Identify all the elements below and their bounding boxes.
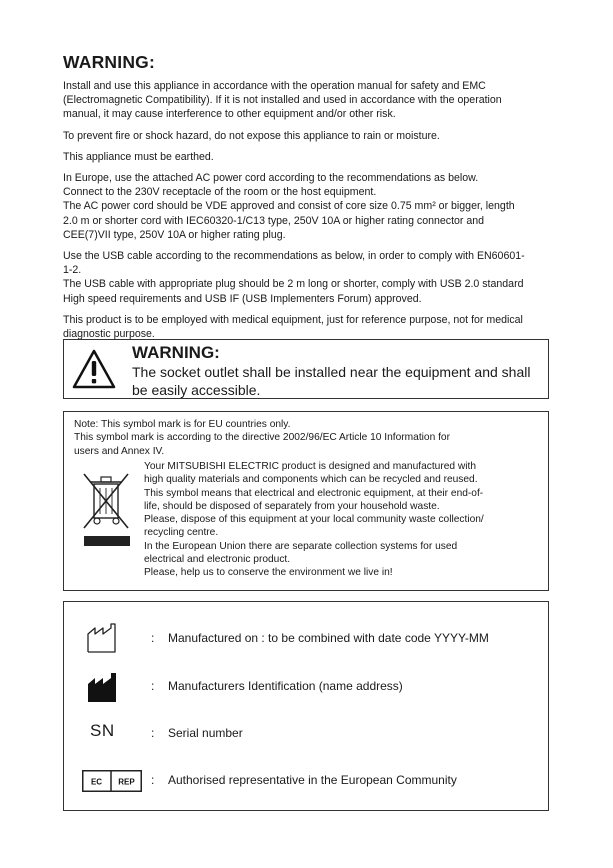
paragraph-line: The AC power cord should be VDE approved and consist of core size 0.75 mm² or bigger, length <box>63 200 515 213</box>
symbol-colon: : <box>151 773 155 787</box>
warning-box-text: The socket outlet shall be installed near the equipment and shall be easily accessible. <box>132 364 531 398</box>
paragraph-line: CEE(7)VII type, 250V 10A or higher rating plug. <box>63 228 286 241</box>
paragraph-line: High speed requirements and USB IF (USB Implementers Forum) approved. <box>63 292 422 305</box>
symbol-colon: : <box>151 631 155 645</box>
warning-triangle-icon <box>72 349 116 389</box>
symbol-row-ec-rep <box>64 764 550 798</box>
page-title: WARNING: <box>63 52 156 72</box>
serial-number-label: SN <box>90 721 115 740</box>
weee-notice-box <box>63 411 549 591</box>
paragraph-line: manual, it may cause interference to other equipment and/or other risk. <box>63 108 396 121</box>
paragraph-line: This product is to be employed with medical equipment, just for reference purpose, not for medical <box>63 313 523 326</box>
paragraph-earthed <box>63 150 550 164</box>
paragraph-line: Install and use this appliance in accordance with the operation manual for safety and EMC <box>63 80 486 92</box>
note-line: users and Annex IV. <box>74 445 165 457</box>
note-line: This symbol mark is according to the directive 2002/96/EC Article 10 Information for <box>74 432 450 444</box>
weee-line: Your MITSUBISHI ELECTRIC product is designed and manufactured with <box>144 461 477 472</box>
symbol-description: Serial number <box>168 726 243 740</box>
symbol-row-manufacturer <box>64 670 550 704</box>
weee-line: recycling centre. <box>144 527 219 539</box>
paragraph-usb-cable <box>63 249 550 306</box>
date-of-manufacture-icon <box>82 622 142 656</box>
paragraph-emc <box>63 79 550 122</box>
rep-label: REP <box>118 777 135 787</box>
weee-line: In the European Union there are separate collection systems for used <box>144 540 458 552</box>
symbol-colon: : <box>151 679 155 693</box>
symbol-description: Manufactured on : to be combined with date code YYYY-MM <box>168 631 489 645</box>
weee-line: Please, dispose of this equipment at your local community waste collection/ <box>144 514 484 526</box>
crossed-out-bin-icon <box>80 470 132 532</box>
paragraph-line: Use the USB cable according to the recommendations as below, in order to comply with EN60601- <box>63 250 525 263</box>
symbols-legend-box <box>63 601 549 811</box>
serial-number-icon <box>82 717 142 751</box>
weee-line: electrical and electronic product. <box>144 554 291 566</box>
paragraph-line: This appliance must be earthed. <box>63 150 214 163</box>
weee-line: life, should be disposed of separately from your household waste. <box>144 500 440 512</box>
ec-label: EC <box>90 777 103 787</box>
paragraph-line: diagnostic purpose. <box>63 328 155 341</box>
symbol-row-date-of-manufacture <box>64 622 550 656</box>
weee-line: This symbol means that electrical and electronic equipment, at their end-of- <box>144 487 484 499</box>
weee-line: high quality materials and components which can be recycled and reused. <box>144 474 478 486</box>
note-line: Note: This symbol mark is for EU countries only. <box>74 419 291 430</box>
document-body <box>63 52 550 348</box>
paragraph-line: 1-2. <box>63 264 82 277</box>
manufacturer-icon <box>82 670 142 704</box>
weee-text <box>144 460 544 580</box>
paragraph-line: 2.0 m or shorter cord with IEC60320-1/C13 type, 250V 10A or higher rating connector and <box>63 214 485 227</box>
paragraph-medical-use <box>63 313 550 341</box>
paragraph-line: The USB cable with appropriate plug should be 2 m long or shorter, comply with USB 2.0 standard <box>63 278 524 291</box>
symbol-description: Manufacturers Identification (name address) <box>168 679 403 693</box>
symbol-row-serial-number <box>64 717 550 751</box>
paragraph-fire-hazard <box>63 129 550 143</box>
symbol-description: Authorised representative in the European Community <box>168 773 457 787</box>
paragraph-line: To prevent fire or shock hazard, do not expose this appliance to rain or moisture. <box>63 129 440 142</box>
paragraph-line: Connect to the 230V receptacle of the room or the host equipment. <box>63 186 377 199</box>
weee-line: Please, help us to conserve the environment we live in! <box>144 567 393 579</box>
ec-rep-frame <box>82 770 142 792</box>
weee-note <box>74 418 544 458</box>
warning-box <box>63 339 549 399</box>
paragraph-power-cord <box>63 171 550 242</box>
symbol-colon: : <box>151 726 155 740</box>
weee-bar-mark <box>84 536 130 546</box>
paragraph-line: In Europe, use the attached AC power cord according to the recommendations as below. <box>63 172 479 185</box>
paragraph-line: (Electromagnetic Compatibility). If it is not installed and used in accordance with the operation <box>63 94 502 107</box>
warning-box-title: WARNING: <box>132 343 220 362</box>
ec-rep-icon <box>82 764 142 798</box>
